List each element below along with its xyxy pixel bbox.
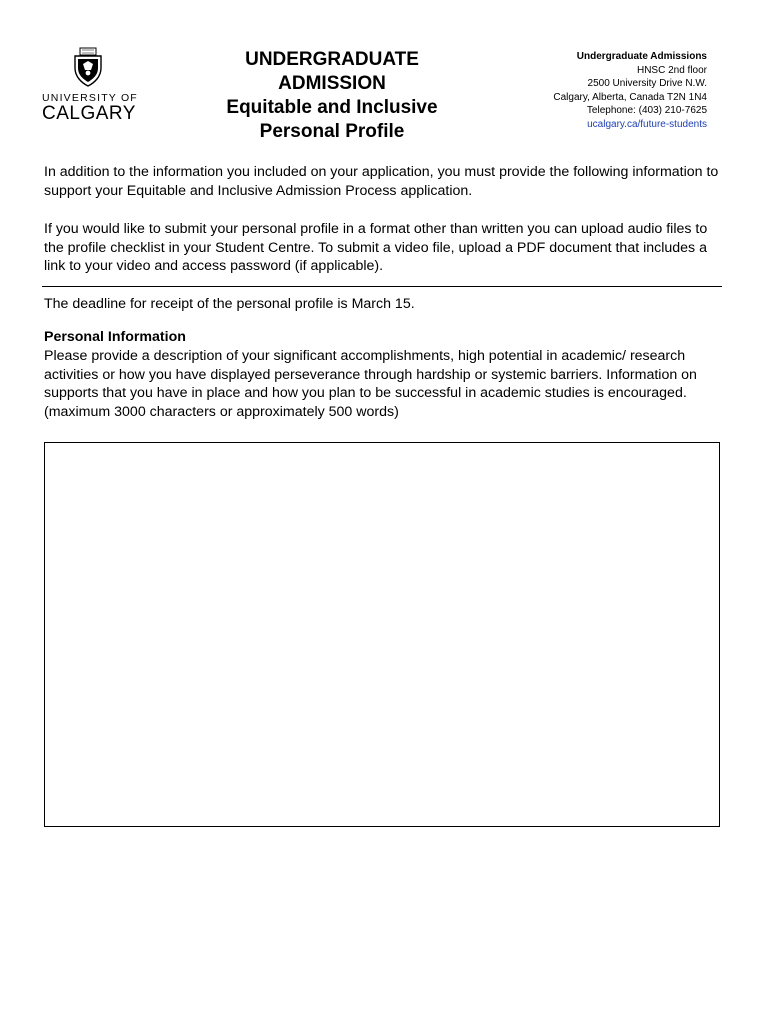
contact-address-line-2: 2500 University Drive N.W. [587, 78, 707, 89]
logo-line-calgary: CALGARY [42, 103, 136, 124]
logo-line-university-of: UNIVERSITY OF [42, 92, 138, 104]
future-students-link[interactable]: ucalgary.ca/future-students [587, 118, 707, 130]
personal-information-instructions: Please provide a description of your significant accomplishments, high potential in academic/ research activities or how you have displayed perseverance through hardship or systemic barriers. Information on supports that you have in place and how you plan to be successful in academic studies is encouraged. (maximum 3000 characters or approximately 500 words) [44, 348, 697, 420]
contact-heading: Undergraduate Admissions [576, 51, 707, 62]
title-line-2: ADMISSION [278, 73, 386, 94]
university-crest-icon [70, 46, 106, 88]
title-line-4: Personal Profile [259, 121, 405, 142]
personal-information-heading: Personal Information [44, 329, 186, 345]
deadline-text: The deadline for receipt of the personal profile is March 15. [44, 296, 415, 312]
title-line-1: UNDERGRADUATE [245, 49, 419, 70]
contact-address-line-3: Calgary, Alberta, Canada T2N 1N4 [553, 91, 707, 103]
contact-address-line-1: HNSC 2nd floor [636, 64, 707, 76]
intro-paragraph-2: If you would like to submit your personal profile in a format other than written you can upload audio files to the profile checklist in your Student Centre. To submit a video file, upload a PDF document that includes a link to your video and access password (if applicable). [44, 221, 708, 274]
contact-telephone: Telephone: (403) 210-7625 [586, 105, 707, 116]
university-logo [42, 46, 142, 124]
personal-information-answer-field[interactable] [44, 442, 720, 827]
contact-block [487, 50, 707, 131]
title-line-3: Equitable and Inclusive [226, 97, 438, 118]
section-divider [42, 286, 722, 287]
intro-paragraph-1: In addition to the information you included on your application, you must provide the following information to support your Equitable and Inclusive Admission Process application. [44, 164, 719, 199]
page-title [212, 48, 452, 144]
